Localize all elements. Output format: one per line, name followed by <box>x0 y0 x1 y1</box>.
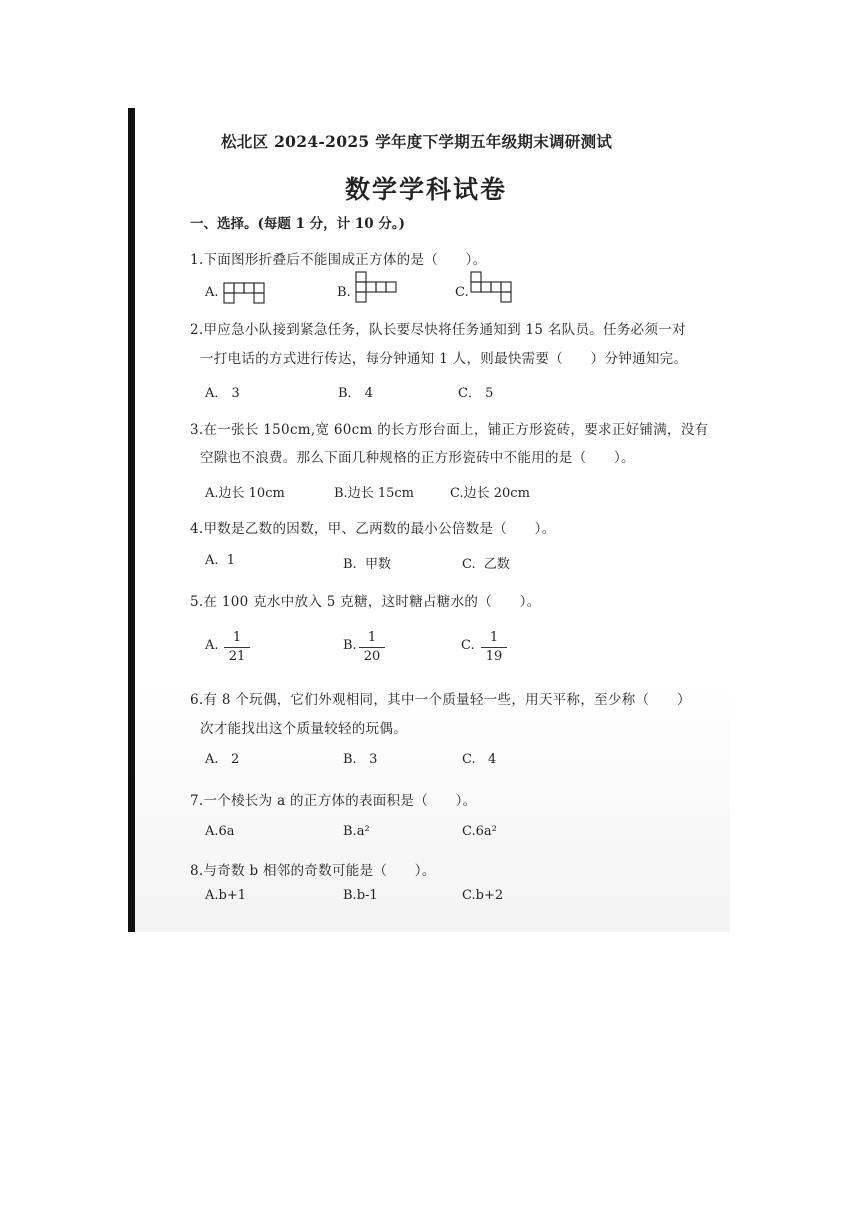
q1-option-a-label: A. <box>205 285 219 300</box>
question-5-text: 5.在 100 克水中放入 5 克糖，这时糖占糖水的（ ）。 <box>190 594 541 610</box>
q4-option-c: C. 乙数 <box>462 557 510 572</box>
q3-option-a: A.边长 10cm <box>205 486 285 501</box>
q6-option-b: B. 3 <box>343 752 378 767</box>
q8-option-b: B.b-1 <box>343 888 378 903</box>
question-6-line-2: 次才能找出这个质量较轻的玩偶。 <box>200 721 407 737</box>
q6-option-c: C. 4 <box>462 752 497 767</box>
q5-c-numerator: 1 <box>489 630 499 645</box>
fraction-bar <box>359 647 385 648</box>
q8-option-a: A.b+1 <box>205 888 247 903</box>
q8-option-c: C.b+2 <box>462 888 504 903</box>
fraction-bar <box>224 647 250 648</box>
q5-option-b-label: B. <box>343 638 357 653</box>
question-8-text: 8.与奇数 b 相邻的奇数可能是（ ）。 <box>190 863 436 879</box>
q5-option-a-fraction <box>224 630 250 665</box>
q2-option-a: A． 3 <box>205 386 240 401</box>
q1-option-b-label: B. <box>337 285 351 300</box>
q7-option-b: B.a² <box>343 824 370 839</box>
question-6-line-1: 6.有 8 个玩偶，它们外观相同，其中一个质量轻一些，用天平称，至少称（ ） <box>190 692 691 708</box>
q5-a-denominator: 21 <box>228 649 246 664</box>
q5-option-b-fraction <box>359 630 385 665</box>
q1-option-c-label: C. <box>455 285 469 300</box>
q5-c-denominator: 19 <box>485 649 503 664</box>
q5-a-numerator: 1 <box>232 630 242 645</box>
q7-option-c: C.6a² <box>462 824 497 839</box>
q4-option-a: A. 1 <box>205 553 236 568</box>
q5-option-a-label: A. <box>205 638 219 653</box>
question-2-line-1: 2.甲应急小队接到紧急任务，队长要尽快将任务通知到 15 名队员。任务必须一对 <box>190 322 686 338</box>
cube-net-c-icon <box>471 272 515 306</box>
question-3-line-2: 空隙也不浪费。那么下面几种规格的正方形瓷砖中不能用的是（ ）。 <box>200 450 635 466</box>
q5-b-denominator: 20 <box>363 649 381 664</box>
exam-sheet <box>128 108 730 932</box>
question-4-text: 4.甲数是乙数的因数，甲、乙两数的最小公倍数是（ ）。 <box>190 521 556 537</box>
q2-option-b: B． 4 <box>338 386 373 401</box>
sheet-left-edge <box>128 108 135 932</box>
question-2-line-2: 一打电话的方式进行传达，每分钟通知 1 人，则最快需要（ ）分钟通知完。 <box>200 351 688 367</box>
q3-option-c: C.边长 20cm <box>450 486 530 501</box>
q3-option-b: B.边长 15cm <box>334 486 414 501</box>
question-7-text: 7.一个棱长为 a 的正方体的表面积是（ ）。 <box>190 793 477 809</box>
q4-option-b: B. 甲数 <box>343 557 391 572</box>
q5-option-c-label: C. <box>461 638 475 653</box>
section-heading: 一、选择。(每题 1 分，计 10 分。) <box>190 216 406 232</box>
question-3-line-1: 3.在一张长 150cm,宽 60cm 的长方形台面上，铺正方形瓷砖，要求正好铺满，没有 <box>190 422 709 438</box>
question-1-text: 1.下面图形折叠后不能围成正方体的是（ ）。 <box>190 252 487 268</box>
exam-title: 数学学科试卷 <box>345 175 508 204</box>
q2-option-c: C． 5 <box>458 386 494 401</box>
q6-option-a: A. 2 <box>205 752 240 767</box>
q5-option-c-fraction <box>481 630 507 665</box>
q7-option-a: A.6a <box>205 824 235 839</box>
cube-net-a-icon <box>224 283 266 305</box>
q5-b-numerator: 1 <box>367 630 377 645</box>
cube-net-b-icon <box>356 272 402 304</box>
fraction-bar <box>481 647 507 648</box>
exam-subtitle: 松北区 2024-2025 学年度下学期五年级期末调研测试 <box>221 132 613 151</box>
